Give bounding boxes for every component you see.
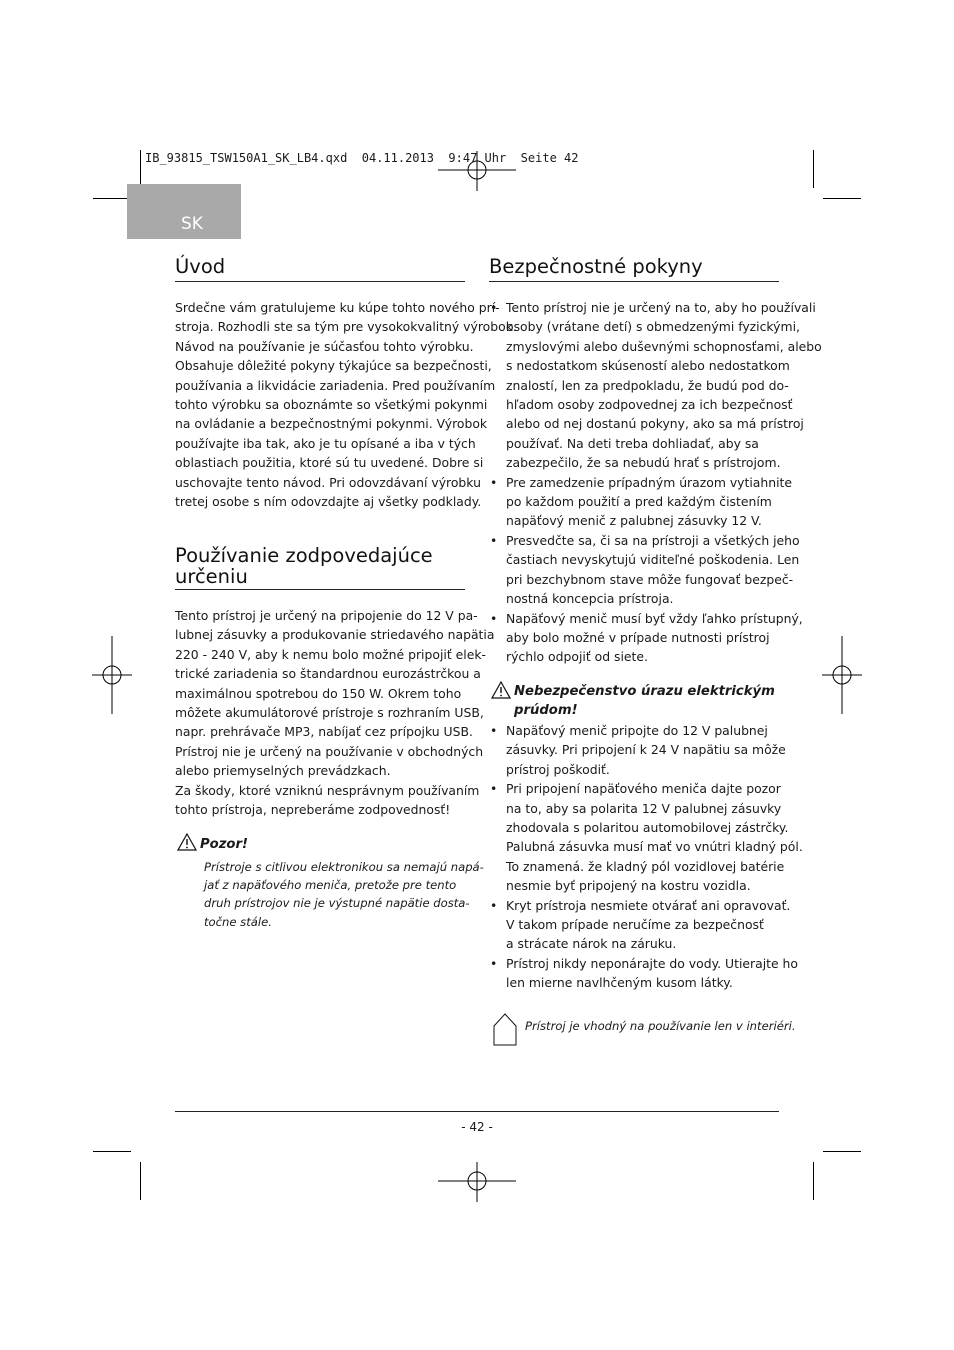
list-item — [489, 473, 822, 531]
indoor-note: Prístroj je vhodný na používanie len v interiéri. — [525, 1019, 796, 1033]
text-line: osoby (vrátane detí) s obmedzenými fyzickými, — [506, 319, 800, 335]
text-line: a strácate nárok na záruku. — [506, 936, 677, 952]
text-line: maximálnou spotrebou do 150 W. Okrem toho — [175, 685, 462, 701]
caution-title: Pozor! — [200, 837, 248, 852]
intended-use-heading — [175, 545, 433, 587]
footer-rule — [175, 1111, 779, 1112]
text-line: tohto výrobku sa oboznámte so všetkými pokynmi — [175, 397, 488, 413]
safety-list — [489, 298, 822, 667]
file-slug-line: IB_93815_TSW150A1_SK_LB4.qxd 04.11.2013 9:47 Uhr Seite 42 — [145, 151, 579, 165]
crop-mark — [823, 198, 861, 199]
intro-heading: Úvod — [175, 255, 226, 278]
text-line: alebo od nej dostanú pokyny, ako sa má prístroj — [506, 416, 804, 432]
caution-text — [204, 858, 484, 931]
page-number: - 42 - — [461, 1120, 493, 1134]
text-line: Srdečne vám gratulujeme ku kúpe tohto nového prí- — [175, 300, 500, 315]
heading-rule — [175, 281, 465, 282]
text-line: • Presvedčte sa, či sa na prístroji a všetkých jeho — [506, 532, 800, 548]
text-line: Prístroj nie je určený na používanie v obchodných — [175, 743, 484, 759]
text-line: Palubná zásuvka musí mať vo vnútri kladný pól. — [506, 839, 803, 855]
heading-rule — [175, 589, 465, 590]
text-line: aby bolo možné v prípade nutnosti prístroj — [506, 629, 770, 645]
text-line: môžete akumulátorové prístroje s rozhraním USB, — [175, 705, 484, 721]
text-line: jať z napäťového meniča, pretože pre tento — [204, 878, 457, 893]
text-line: • Napäťový menič pripojte do 12 V palubnej — [506, 723, 768, 738]
text-line: alebo priemyselných prevádzkach. — [175, 763, 391, 779]
list-item — [489, 531, 822, 609]
text-line: rýchlo odpojiť od siete. — [506, 649, 648, 665]
danger-title-line2: prúdom! — [514, 703, 578, 718]
text-line: znalostí, len za predpokladu, že budú pod do- — [506, 377, 789, 393]
list-item — [489, 954, 803, 993]
text-line: len mierne navlhčeným kusom látky. — [506, 975, 733, 991]
text-line: častiach nevyskytujú viditeľné poškodenia. Len — [506, 552, 800, 568]
list-item — [489, 896, 803, 954]
registration-mark-icon — [438, 1162, 516, 1202]
text-line: točne stále. — [204, 914, 272, 929]
intended-use-heading-line1: Používanie zodpovedajúce — [175, 544, 433, 567]
text-line: Prístroje s citlivou elektronikou sa nemajú napá- — [204, 860, 484, 874]
text-line: hľadom osoby zodpovednej za ich bezpečnosť — [506, 397, 793, 413]
text-line: • Kryt prístroja nesmiete otvárať ani opravovať. — [506, 897, 791, 913]
text-line: uschovajte tento návod. Pri odovzdávaní výrobku — [175, 474, 481, 490]
crop-mark — [93, 1151, 131, 1152]
text-line: používať. Na deti treba dohliadať, aby sa — [506, 435, 759, 451]
danger-list — [489, 721, 803, 993]
text-line: nostná koncepcia prístroja. — [506, 591, 674, 607]
crop-mark — [93, 198, 131, 199]
text-line: zmyslovými alebo duševnými schopnosťami, alebo — [506, 338, 822, 354]
text-line: • Tento prístroj nie je určený na to, aby ho používali — [506, 300, 816, 315]
text-line: zásuvky. Pri pripojení k 24 V napätiu sa môže — [506, 742, 786, 758]
text-line: na ovládanie a bezpečnostnými pokynmi. Výrobok — [175, 416, 488, 432]
house-icon — [492, 1012, 518, 1046]
crop-mark — [823, 1151, 861, 1152]
text-line: používania a likvidácie zariadenia. Pred používaním — [175, 377, 496, 393]
text-line: napäťový menič z palubnej zásuvky 12 V. — [506, 513, 762, 529]
text-line: lubnej zásuvky a produkovanie striedavého napätia — [175, 627, 495, 643]
list-item — [489, 609, 822, 667]
list-item — [489, 298, 822, 473]
crop-mark — [140, 1162, 141, 1200]
safety-heading: Bezpečnostné pokyny — [489, 255, 703, 278]
text-line: zabezpečilo, že sa nebudú hrať s prístrojom. — [506, 455, 781, 471]
text-line: nesmie byť pripojený na kostru vozidla. — [506, 878, 751, 894]
text-line: • Pri pripojení napäťového meniča dajte pozor — [506, 781, 781, 797]
text-line: stroja. Rozhodli ste sa tým pre vysokokvalitný výrobok. — [175, 319, 517, 335]
crop-mark — [140, 150, 141, 188]
language-tab — [127, 184, 241, 239]
danger-title-line1: Nebezpečenstvo úrazu elektrickým — [514, 684, 775, 699]
text-line: 220 - 240 V, aby k nemu bolo možné pripojiť elek- — [175, 646, 486, 662]
text-line: druh prístrojov nie je výstupné napätie dosta- — [204, 896, 470, 911]
crop-mark — [813, 1162, 814, 1200]
text-line: používajte iba tak, ako je tu opísané a iba v tých — [175, 435, 476, 451]
list-item — [489, 779, 803, 895]
heading-rule — [489, 281, 779, 282]
danger-title — [514, 682, 775, 720]
warning-triangle-icon — [177, 833, 197, 851]
list-item — [489, 721, 803, 779]
crop-mark — [813, 150, 814, 188]
intro-paragraph — [175, 298, 517, 511]
text-line: Návod na používanie je súčasťou tohto výrobku. — [175, 338, 474, 354]
text-line: Za škody, ktoré vzniknú nesprávnym používaním — [175, 782, 480, 798]
intended-use-paragraph — [175, 606, 494, 819]
text-line: zhodovala s polaritou automobilovej zástrčky. — [506, 820, 789, 836]
text-line: po každom použití a pred každým čistením — [506, 494, 772, 510]
registration-mark-icon — [822, 636, 862, 714]
registration-mark-icon — [92, 636, 132, 714]
text-line: prístroj poškodiť. — [506, 761, 610, 777]
language-tab-label: SK — [181, 214, 203, 234]
text-line: napr. prehrávače MP3, nabíjať cez prípojku USB. — [175, 724, 473, 740]
intended-use-heading-line2: určeniu — [175, 565, 248, 588]
text-line: tohto prístroja, nepreberáme zodpovednosť! — [175, 802, 451, 818]
text-line: Tento prístroj je určený na pripojenie do 12 V pa- — [175, 608, 478, 623]
warning-triangle-icon — [491, 681, 511, 699]
text-line: s nedostatkom skúseností alebo nedostatkom — [506, 358, 790, 374]
text-line: trické zariadenia so štandardnou eurozástrčkou a — [175, 666, 481, 682]
text-line: • Prístroj nikdy neponárajte do vody. Utierajte ho — [506, 955, 798, 971]
text-line: tretej osobe s ním odovzdajte aj všetky podklady. — [175, 494, 482, 510]
text-line: oblastiach použitia, ktoré sú tu uvedené. Dobre si — [175, 455, 484, 471]
text-line: pri bezchybnom stave môže fungovať bezpeč- — [506, 571, 794, 587]
text-line: To znamená. že kladný pól vozidlovej batérie — [506, 858, 785, 874]
text-line: na to, aby sa polarita 12 V palubnej zásuvky — [506, 800, 782, 816]
text-line: • Napäťový menič musí byť vždy ľahko prístupný, — [506, 610, 803, 626]
text-line: • Pre zamedzenie prípadným úrazom vytiahnite — [506, 474, 793, 490]
text-line: Obsahuje dôležité pokyny týkajúce sa bezpečnosti, — [175, 358, 492, 374]
text-line: V takom prípade neručíme za bezpečnosť — [506, 917, 764, 933]
